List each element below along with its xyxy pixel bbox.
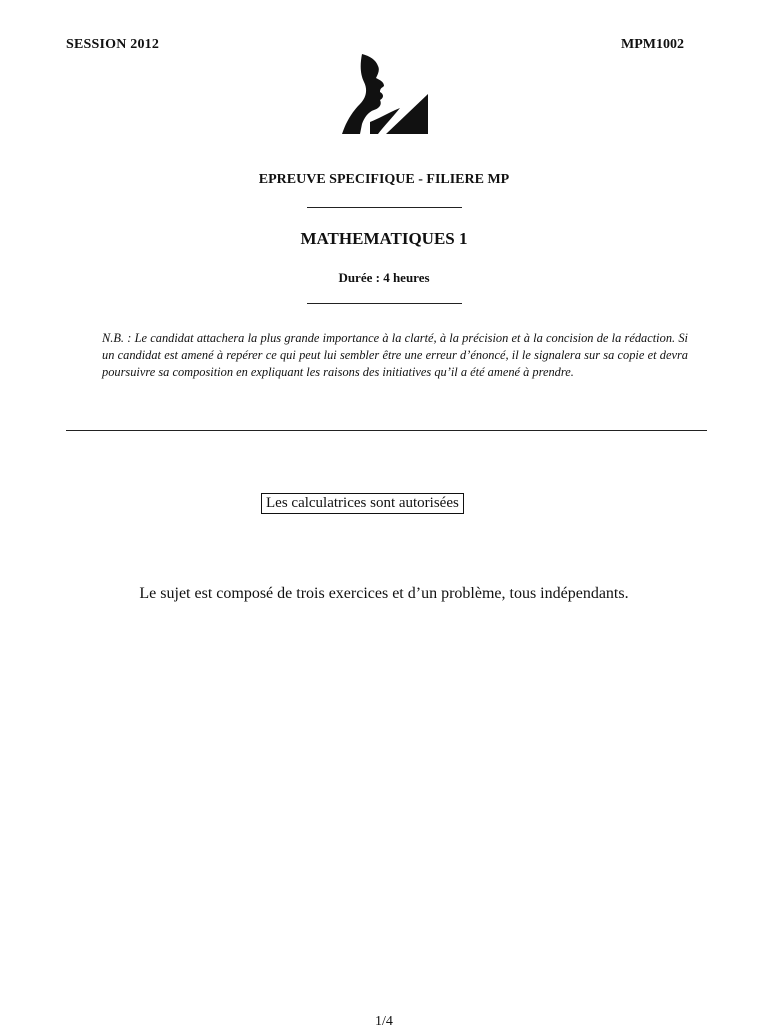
divider-short-bottom [307, 303, 462, 304]
session-label: SESSION 2012 [66, 37, 160, 52]
divider-short-top [307, 207, 462, 208]
epreuve-title: EPREUVE SPECIFIQUE - FILIERE MP [258, 172, 510, 187]
exam-duration: Durée : 4 heures [338, 270, 430, 285]
nb-instructions: N.B. : Le candidat attachera la plus grande importance à la clarté, à la précision et à la concision de la rédaction. Si un candidat est amené à repérer ce qui peut lui sembler être une erreur d’énoncé, il le signalera sur sa copie et devra poursuivre sa composition en expliquant les raisons des initiatives qu’il a été amené à prendre. [102, 331, 688, 379]
exam-title: MATHEMATIQUES 1 [300, 229, 468, 248]
page-number: 1/4 [375, 1014, 393, 1029]
exam-code: MPM1002 [621, 37, 684, 52]
calculators-notice: Les calculatrices sont autorisées [261, 493, 464, 514]
subject-description: Le sujet est composé de trois exercices et d’un problème, tous indépendants. [139, 585, 629, 602]
divider-long [66, 430, 707, 431]
face-profile-logo-icon [340, 52, 430, 138]
